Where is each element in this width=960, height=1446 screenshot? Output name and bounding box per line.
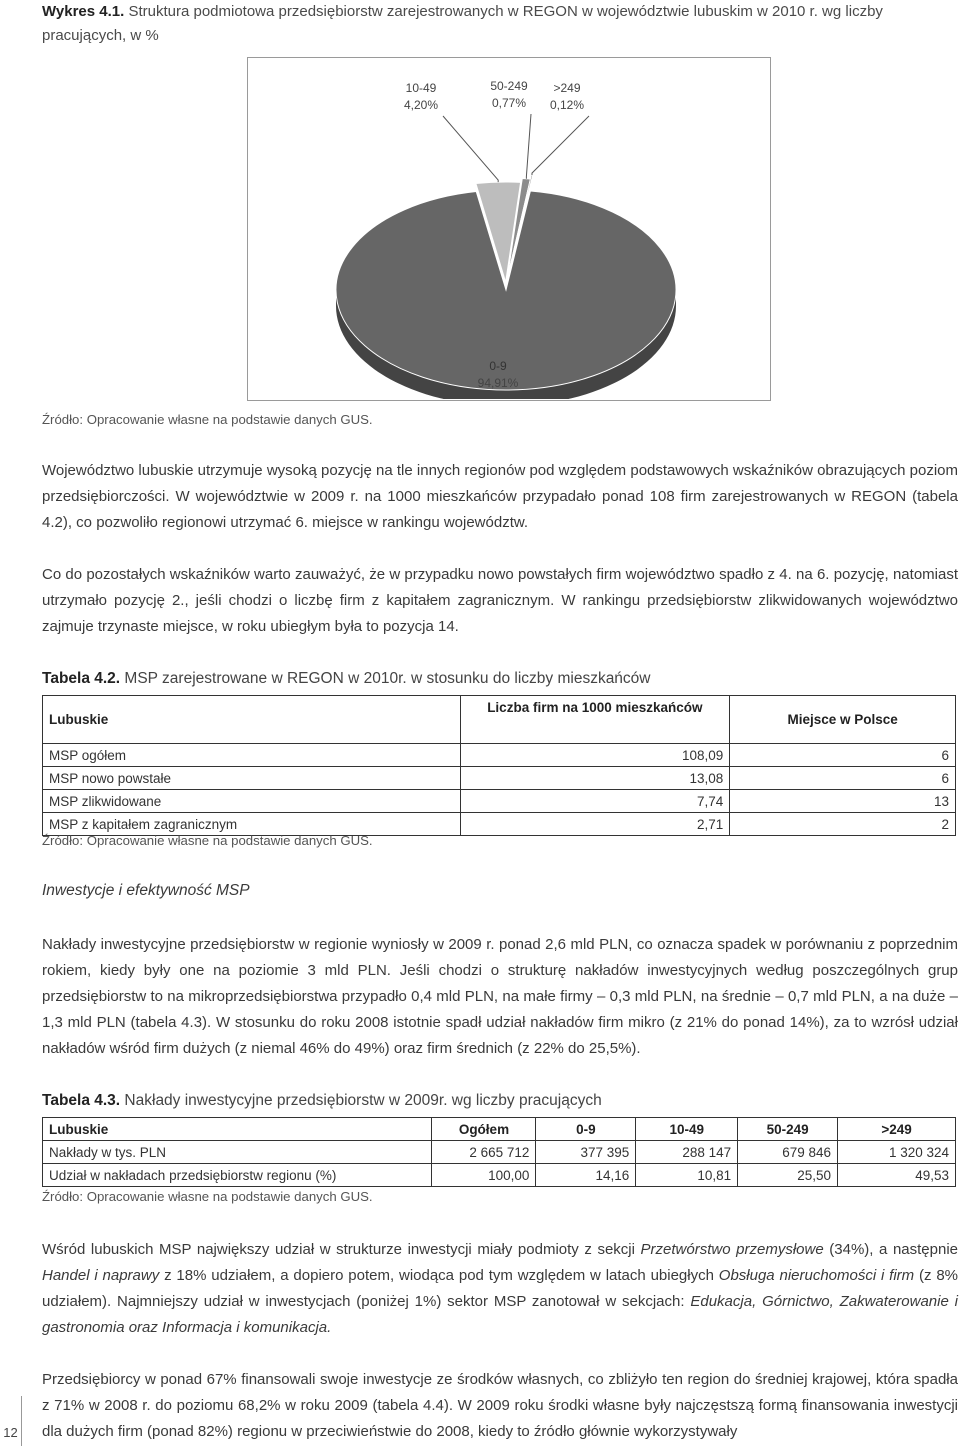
paragraph-4-text: (34%), a następnie bbox=[823, 1241, 959, 1258]
paragraph-5: Przedsiębiorcy w ponad 67% finansowali swoje inwestycje ze środków własnych, co zbliżyło ten region do średniej krajowej, która spadła z 71% w 2008 r. do poziomu 68,2% w roku 2009 (tabela 4.4). W 2009 roku środki własne były najczęstszą formą finansowania inwestycji dla dużych firm (ponad 82%) regionu w przeciwieństwie do 2008, kiedy to źródło głównie wykorzystywały bbox=[42, 1371, 958, 1440]
table-4-2-source: Źródło: Opracowanie własne na podstawie danych GUS. bbox=[42, 833, 373, 848]
table-4-2-header: Liczba firm na 1000 mieszkańców bbox=[460, 696, 730, 744]
figure-source: Źródło: Opracowanie własne na podstawie danych GUS. bbox=[42, 412, 373, 427]
table-cell: MSP zlikwidowane bbox=[43, 790, 461, 813]
pie-label-category: 0-9 bbox=[489, 359, 507, 373]
table-4-2-header: Lubuskie bbox=[43, 696, 461, 744]
table-4-2 bbox=[42, 695, 956, 836]
table-cell: MSP nowo powstałe bbox=[43, 767, 461, 790]
table-4-3-header: Lubuskie bbox=[43, 1118, 432, 1141]
table-4-3-header: >249 bbox=[838, 1118, 956, 1141]
table-cell: 13 bbox=[730, 790, 956, 813]
paragraph-4-italic: Edukacja, Górnictwo, Zakwaterowanie i gastronomia oraz Informacja i komunikacja. bbox=[42, 1293, 958, 1336]
table-cell: MSP z kapitałem zagranicznym bbox=[43, 813, 461, 836]
pie-label-value: 0,77% bbox=[491, 96, 527, 110]
pie-leader-line bbox=[443, 116, 498, 182]
table-4-2-caption bbox=[42, 670, 651, 688]
paragraph-4 bbox=[42, 1237, 958, 1341]
pie-label-value: 0,12% bbox=[549, 98, 585, 112]
table-4-3-header-row bbox=[43, 1118, 956, 1141]
table-cell: 108,09 bbox=[460, 744, 730, 767]
table-4-2-caption-text: MSP zarejestrowane w REGON w 2010r. w stosunku do liczby mieszkańców bbox=[120, 670, 651, 687]
pie-label-category: 50-249 bbox=[490, 79, 528, 93]
table-cell: 13,08 bbox=[460, 767, 730, 790]
table-cell: 6 bbox=[730, 767, 956, 790]
paragraph-4-text: z 18% udziałem, a dopiero potem, wiodąca pod tym względem w latach ubiegłych bbox=[159, 1267, 719, 1284]
table-cell: MSP ogółem bbox=[43, 744, 461, 767]
table-row bbox=[43, 744, 956, 767]
pie-label-value: 94,91% bbox=[477, 376, 519, 390]
table-cell: 7,74 bbox=[460, 790, 730, 813]
paragraph-2: Co do pozostałych wskaźników warto zauważyć, że w przypadku nowo powstałych firm województwo spadło z 4. na 6. pozycję, natomiast utrzymało pozycję 2., jeśli chodzi o liczbę firm z kapitałem zagranicznym. W rankingu przedsiębiorstw zlikwidowanych województwo zajmuje trzynaste miejsce, w roku ubiegłym była to pozycja 14. bbox=[42, 566, 958, 635]
pie-label-category: 10-49 bbox=[405, 81, 437, 95]
table-cell: 6 bbox=[730, 744, 956, 767]
table-4-2-header: Miejsce w Polsce bbox=[730, 696, 956, 744]
figure-caption bbox=[42, 0, 952, 48]
paragraph-1: Województwo lubuskie utrzymuje wysoką pozycję na tle innych regionów pod względem podstawowych wskaźników obrazujących poziom przedsiębiorczości. W województwie w 2009 r. na 1000 mieszkańców przypadało ponad 108 firm zarejestrowanych w REGON (tabela 4.2), co pozwoliło regionowi utrzymać 6. miejsce w rankingu województw. bbox=[42, 462, 958, 531]
pie-leader-lines bbox=[443, 114, 589, 182]
table-cell: 100,00 bbox=[432, 1164, 536, 1187]
pie-leader-line bbox=[526, 114, 531, 179]
page-number: 12 bbox=[0, 1396, 22, 1446]
table-cell: 10,81 bbox=[636, 1164, 738, 1187]
paragraph-3: Nakłady inwestycyjne przedsiębiorstw w regionie wyniosły w 2009 r. ponad 2,6 mld PLN, co oznacza spadek w porównaniu z poprzednim rokiem, kiedy były one na poziomie 3 mld PLN. Jeśli chodzi o strukturę nakładów inwestycyjnych według poszczególnych grup przedsiębiorstw to na mikroprzedsiębiorstwa przypadło 0,4 mld PLN, na małe firmy – 0,3 mld PLN, na średnie – 0,7 mld PLN, a na duże –1,3 mld PLN (tabela 4.3). W stosunku do roku 2008 istotnie spadł udział nakładów firm mikro (z 21% do ponad 14%), za to wzrósł udział nakładów wśród firm dużych (z niemal 46% do 49%) oraz firm średnich (z 22% do 25,5%). bbox=[42, 936, 958, 1057]
table-cell: 1 320 324 bbox=[838, 1141, 956, 1164]
table-4-3 bbox=[42, 1117, 956, 1187]
paragraph-4-italic: Handel i naprawy bbox=[42, 1267, 160, 1284]
table-cell: 288 147 bbox=[636, 1141, 738, 1164]
table-cell: 679 846 bbox=[738, 1141, 838, 1164]
pie-leader-line bbox=[532, 116, 589, 175]
pie-label-category: >249 bbox=[553, 81, 581, 95]
table-4-2-header-row bbox=[43, 696, 956, 744]
table-cell: Nakłady w tys. PLN bbox=[43, 1141, 432, 1164]
table-cell: 2 bbox=[730, 813, 956, 836]
paragraph-4-italic: Obsługa nieruchomości i firm bbox=[718, 1267, 915, 1284]
pie-label-value: 4,20% bbox=[403, 98, 439, 112]
paragraph-4-italic: Przetwórstwo przemysłowe bbox=[640, 1241, 824, 1258]
figure-label: Wykres 4.1. bbox=[42, 3, 125, 20]
table-4-3-header: Ogółem bbox=[432, 1118, 536, 1141]
table-4-3-caption bbox=[42, 1092, 602, 1110]
pie-chart-svg bbox=[248, 58, 769, 399]
table-4-3-source: Źródło: Opracowanie własne na podstawie danych GUS. bbox=[42, 1189, 373, 1204]
table-cell: Udział w nakładach przedsiębiorstw regionu (%) bbox=[43, 1164, 432, 1187]
table-row bbox=[43, 767, 956, 790]
figure-caption-text: Struktura podmiotowa przedsiębiorstw zarejestrowanych w REGON w województwie lubuskim w 2010 r. wg liczby pracujących, w % bbox=[42, 3, 883, 44]
table-cell: 14,16 bbox=[536, 1164, 636, 1187]
table-row bbox=[43, 1141, 956, 1164]
table-cell: 49,53 bbox=[838, 1164, 956, 1187]
table-4-3-label: Tabela 4.3. bbox=[42, 1092, 121, 1109]
table-row bbox=[43, 790, 956, 813]
table-cell: 25,50 bbox=[738, 1164, 838, 1187]
table-cell: 2,71 bbox=[460, 813, 730, 836]
table-cell: 377 395 bbox=[536, 1141, 636, 1164]
paragraph-4-text: (z 8% udziałem). Najmniejszy udział w inwestycjach (poniżej 1%) sektor MSP zanotował w sekcjach: bbox=[42, 1267, 959, 1310]
section-subheading: Inwestycje i efektywność MSP bbox=[42, 882, 250, 899]
table-4-3-caption-text: Nakłady inwestycyjne przedsiębiorstw w 2009r. wg liczby pracujących bbox=[120, 1092, 602, 1109]
table-cell: 2 665 712 bbox=[432, 1141, 536, 1164]
table-4-3-header: 10-49 bbox=[636, 1118, 738, 1141]
table-row bbox=[43, 1164, 956, 1187]
table-4-2-label: Tabela 4.2. bbox=[42, 670, 121, 687]
table-4-3-header: 0-9 bbox=[536, 1118, 636, 1141]
paragraph-4-text: Wśród lubuskich MSP największy udział w strukturze inwestycji miały podmioty z sekcji bbox=[42, 1241, 641, 1258]
pie-chart bbox=[247, 57, 771, 401]
table-4-3-header: 50-249 bbox=[738, 1118, 838, 1141]
